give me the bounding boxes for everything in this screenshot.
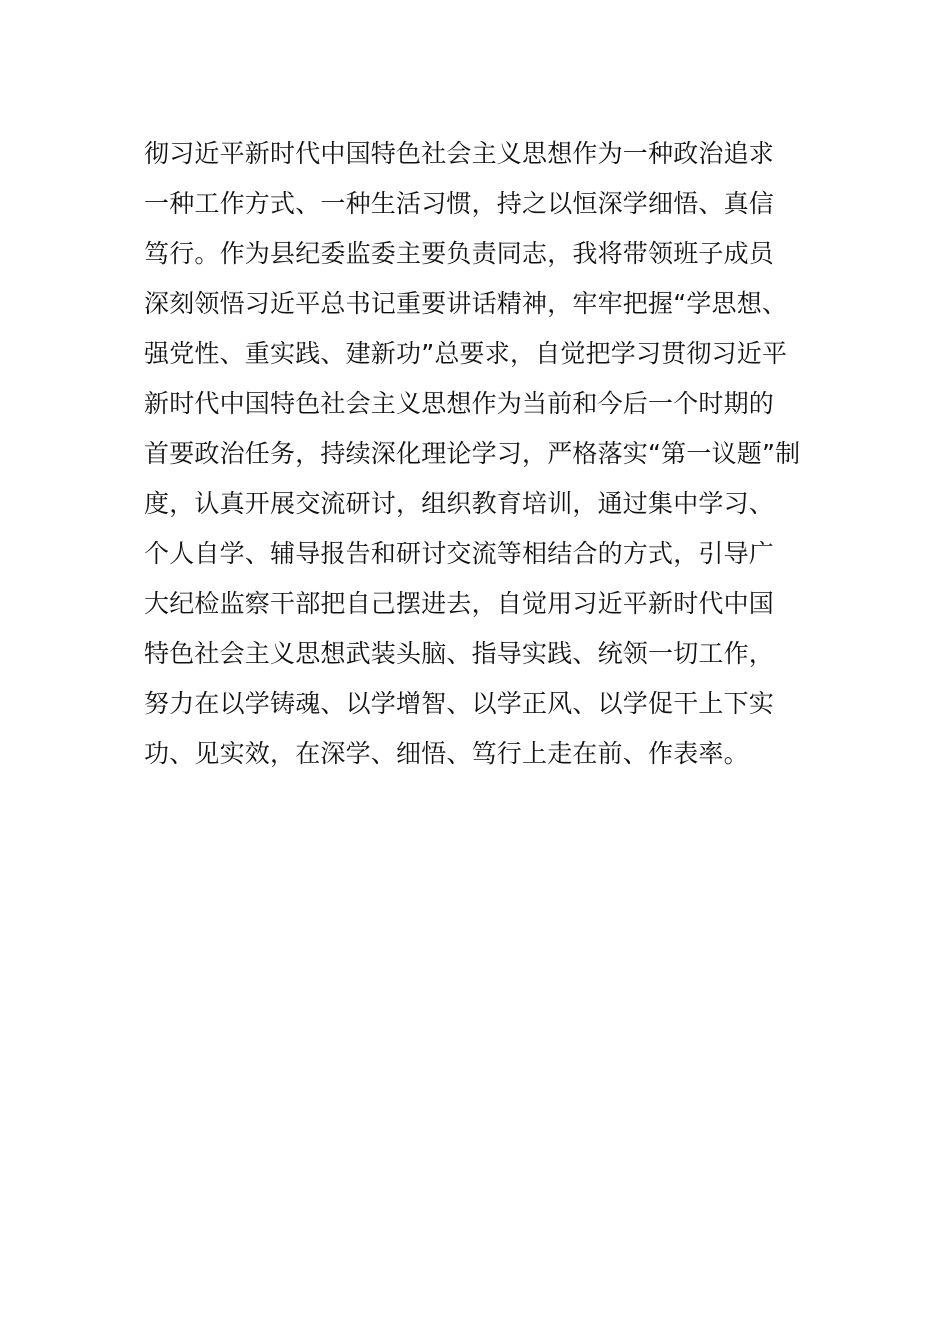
paragraph-line: 深刻领悟习近平总书记重要讲话精神，牢牢把握“学思想、 — [144, 289, 788, 318]
paragraph-line: 努力在以学铸魂、以学增智、以学正风、以学促干上下实 — [144, 689, 775, 718]
paragraph-line: 新时代中国特色社会主义思想作为当前和今后一个时期的 — [144, 389, 775, 418]
paragraph-line: 度，认真开展交流研讨，组织教育培训，通过集中学习、 — [144, 489, 775, 518]
paragraph-line: 功、见实效，在深学、细悟、笃行上走在前、作表率。 — [144, 739, 749, 768]
paragraph-line: 一种工作方式、一种生活习惯，持之以恒深学细悟、真信 — [144, 189, 775, 218]
paragraph-line: 强党性、重实践、建新功”总要求，自觉把学习贯彻习近平 — [144, 339, 788, 368]
paragraph-line: 特色社会主义思想武装头脑、指导实践、统领一切工作， — [144, 639, 775, 668]
paragraph-line: 彻习近平新时代中国特色社会主义思想作为一种政治追求 — [144, 139, 775, 168]
paragraph-line: 大纪检监察干部把自己摆进去，自觉用习近平新时代中国 — [144, 589, 775, 618]
paragraph-line: 个人自学、辅导报告和研讨交流等相结合的方式，引导广 — [144, 539, 775, 568]
body-paragraph — [144, 129, 824, 779]
paragraph-line: 首要政治任务，持续深化理论学习，严格落实“第一议题”制 — [144, 439, 801, 468]
paragraph-line: 笃行。作为县纪委监委主要负责同志，我将带领班子成员 — [144, 239, 775, 268]
